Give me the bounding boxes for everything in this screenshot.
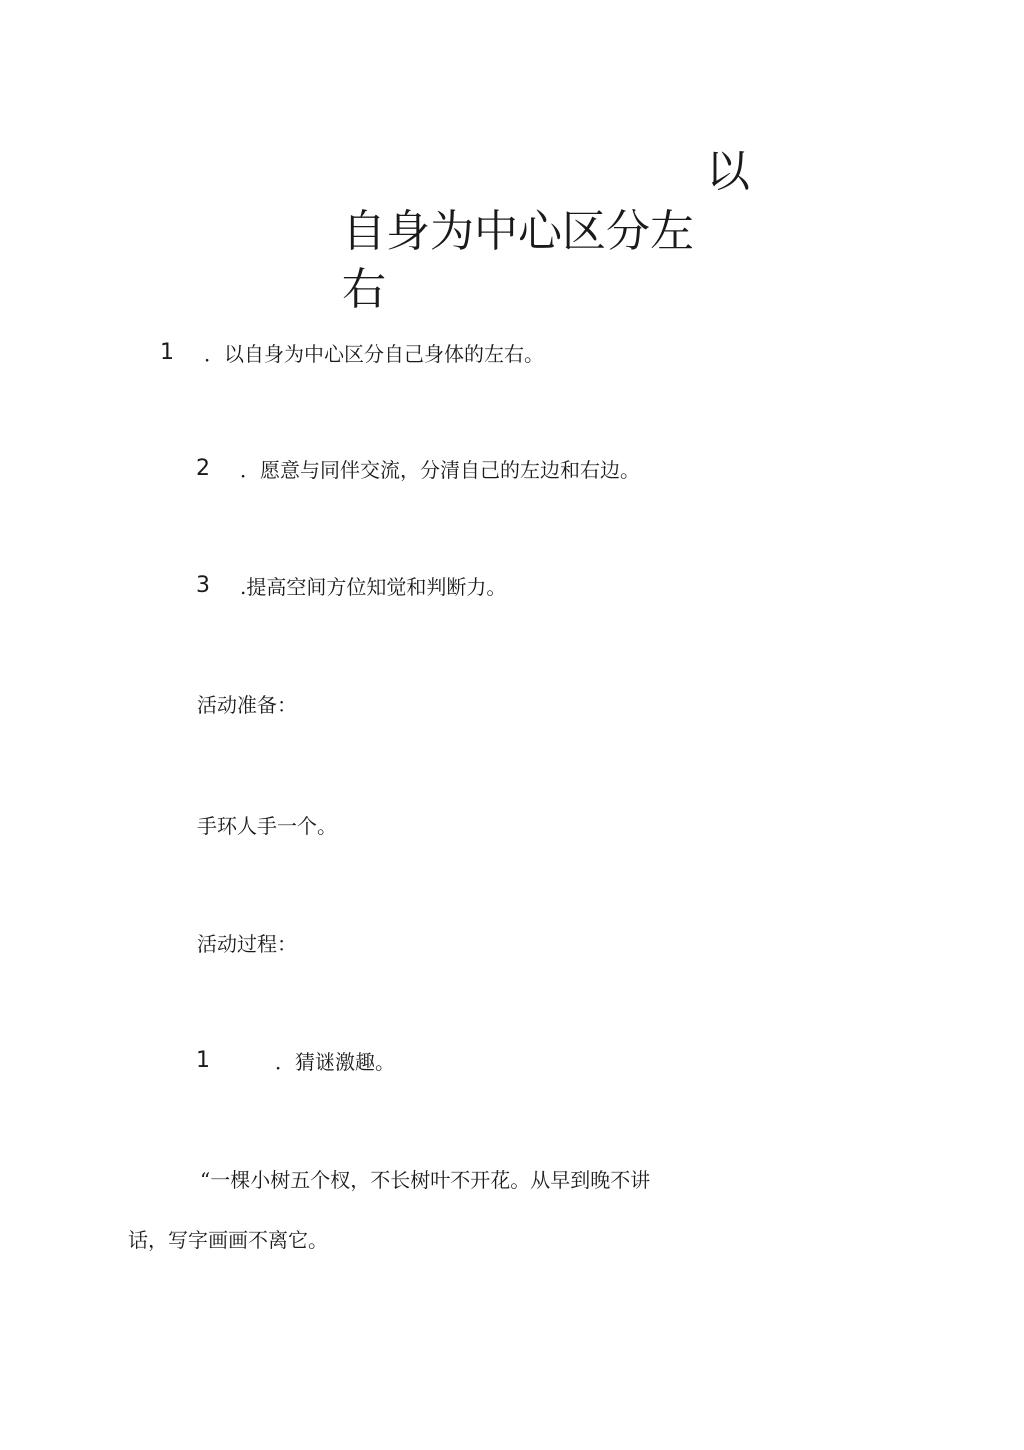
goal-number-1: 1 <box>160 340 174 365</box>
goal-text-2: ．愿意与同伴交流，分清自己的左边和右边。 <box>240 458 640 482</box>
riddle-line-2: 话，写字画画不离它。 <box>128 1228 328 1252</box>
goal-number-2: 2 <box>196 456 210 481</box>
process-heading: 活动过程： <box>197 932 297 956</box>
goal-text-1: ．以自身为中心区分自己身体的左右。 <box>204 342 544 366</box>
goal-number-3: 3 <box>196 573 210 598</box>
title-part-2: 自身为中心区分左 <box>342 206 694 257</box>
riddle-line-1: “一棵小树五个杈，不长树叶不开花。从早到晚不讲 <box>200 1168 651 1192</box>
preparation-content: 手环人手一个。 <box>197 814 337 838</box>
preparation-heading: 活动准备： <box>197 693 297 717</box>
title-part-3: 右 <box>342 264 386 315</box>
step-text-1: ．猜谜激趣。 <box>275 1050 395 1074</box>
title-part-1: 以 <box>706 146 750 197</box>
step-number-1: 1 <box>196 1048 210 1073</box>
goal-text-3: .提高空间方位知觉和判断力。 <box>240 575 507 599</box>
